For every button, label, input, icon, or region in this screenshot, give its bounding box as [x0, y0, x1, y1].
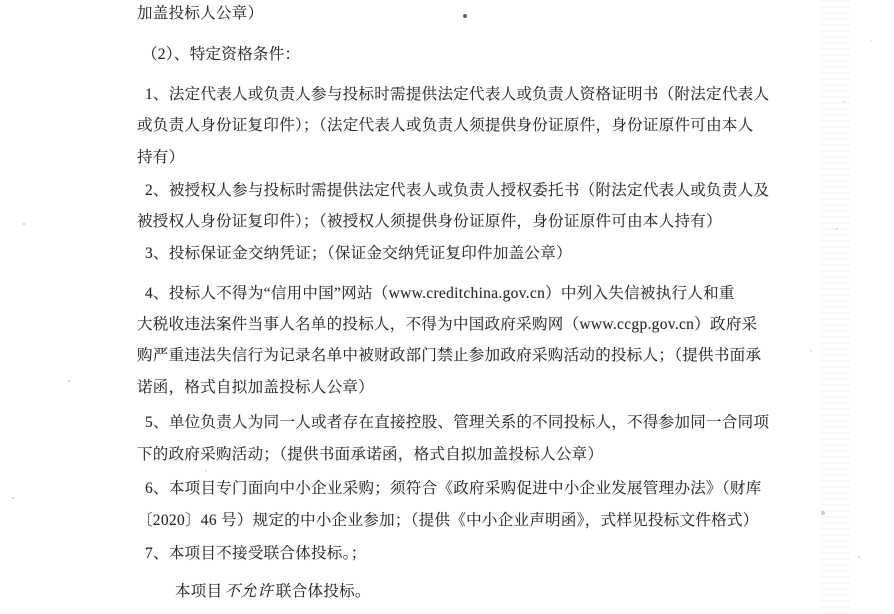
clause-3-line-1: 3、投标保证金交纳凭证；（保证金交纳凭证复印件加盖公章） [145, 245, 572, 262]
clause-6-line-2: 〔2020〕46 号）规定的中小企业参加；（提供《中小企业声明函》，式样见投标文件格式） [137, 512, 759, 529]
clause-1-line-3: 持有） [137, 149, 185, 166]
scan-streak-artifact [820, 0, 850, 614]
clause-4-line-1: 4、投标人不得为“信用中国”网站（www.creditchina.gov.cn）中列入失信被执行人和重 [145, 285, 735, 302]
clause-4-line-3: 购严重违法失信行为记录名单中被财政部门禁止参加政府采购活动的投标人；（提供书面承 [137, 347, 762, 364]
text-line-continuation: 加盖投标人公章） [137, 5, 264, 22]
document-text-block [137, 0, 817, 607]
clause-7-line-1: 7、本项目不接受联合体投标。； [145, 545, 367, 562]
clause-2-line-2: 被授权人身份证复印件）；（被授权人须提供身份证原件，身份证原件可由本人持有） [137, 213, 722, 230]
clause-4-line-4: 诺函，格式自拟加盖投标人公章） [137, 379, 375, 396]
clause-6-line-1: 6、本项目专门面向中小企业采购；须符合《政府采购促进中小企业发展管理办法》（财库 [145, 480, 762, 497]
clause-5-line-1: 5、单位负责人为同一人或者存在直接控股、管理关系的不同投标人，不得参加同一合同项 [145, 414, 770, 431]
clause-1-line-1: 1、法定代表人或负责人参与投标时需提供法定代表人或负责人资格证明书（附法定代表人 [145, 86, 770, 103]
scan-noise-specks [0, 0, 2, 2]
clause-1-line-2: 或负责人身份证复印件）；（法定代表人或负责人须提供身份证原件，身份证原件可由本人 [137, 117, 754, 134]
final-line-emphasis: 不允许 [224, 583, 274, 600]
final-line-prefix: 本项目 [175, 583, 223, 600]
clause-5-line-2: 下的政府采购活动；（提供书面承诺函，格式自拟加盖投标人公章） [137, 446, 604, 463]
final-line-suffix: 联合体投标。 [275, 583, 371, 600]
section-heading: （2）、特定资格条件： [142, 46, 301, 63]
final-statement-line [137, 576, 817, 607]
clause-4-line-2: 大税收违法案件当事人名单的投标人，不得为中国政府采购网（www.ccgp.gov.cn）政府采 [137, 316, 758, 333]
clause-2-line-1: 2、被授权人参与投标时需提供法定代表人或负责人授权委托书（附法定代表人或负责人及 [145, 182, 770, 199]
